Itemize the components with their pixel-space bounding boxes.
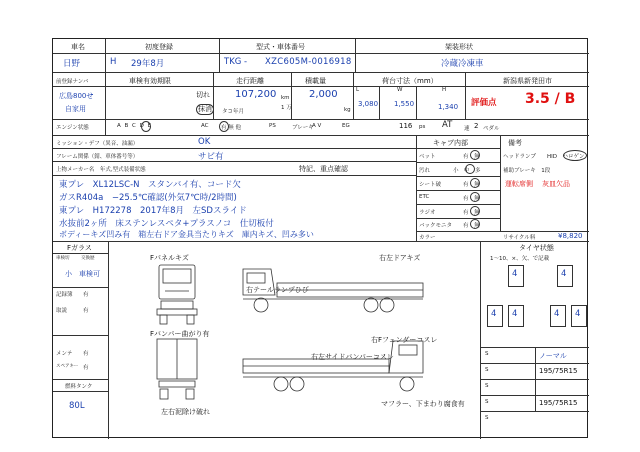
grid-line <box>53 391 108 392</box>
maintenance-label: メンテ <box>56 351 73 357</box>
cab-row-label: ETC <box>419 194 430 200</box>
score-label: 評価点 <box>471 98 497 108</box>
model-label: 型式・車体番号 <box>256 43 305 51</box>
grid-line <box>416 218 500 219</box>
remark-line: 運転席側 <box>505 180 533 188</box>
load-label: 積載量 <box>305 77 326 85</box>
ac-circle <box>219 121 229 132</box>
grid-line <box>355 39 356 72</box>
mileage-unit: km <box>281 95 290 101</box>
fuel-label: 燃料タンク <box>65 384 93 390</box>
mileage-note: タコ年月 <box>222 109 245 115</box>
tire-value: 4 <box>554 309 560 319</box>
grid-line <box>465 72 466 119</box>
tire-type: ノーマル <box>539 352 567 360</box>
damage-rear-lamp: 右テールランプひび <box>246 286 309 294</box>
body-value: 冷蔵冷凍車 <box>441 59 484 69</box>
load-unit: kg <box>344 107 351 113</box>
engine-label: エンジン状態 <box>56 125 89 131</box>
damage-muffler: マフラー、下まわり腐食有 <box>381 400 465 408</box>
brake-value: A V <box>312 123 322 129</box>
cab-row-label: 汚れ <box>419 168 431 174</box>
cab-row-label: シート破 <box>419 182 442 188</box>
damage-side-bumper: 右左サイドバンパーコスレ <box>311 353 394 361</box>
glass-sub2: 交換歴 <box>81 256 95 261</box>
score-value: 3.5 / B <box>525 91 576 107</box>
cab-mark-circle <box>470 178 480 188</box>
model-prefix: TKG - <box>224 57 248 67</box>
grid-line <box>53 379 108 380</box>
grid-line <box>53 335 108 336</box>
mileage-label: 走行距離 <box>236 77 264 85</box>
tire-s-label: S <box>485 367 489 373</box>
grid-line <box>353 72 354 119</box>
grid-line <box>105 39 106 135</box>
grid-line <box>53 135 589 136</box>
grid-line <box>53 287 108 288</box>
damage-right-door: 右左ドアキズ <box>379 254 421 262</box>
tire-value: 4 <box>561 269 567 279</box>
glass-value: 小 車検可 <box>65 270 100 278</box>
damage-right-fender: 右Fフェンダーコスレ <box>371 336 438 344</box>
cab-row-marks: 有 無 <box>463 196 480 202</box>
grid-line <box>53 53 589 54</box>
record-label: 記録簿 <box>56 292 73 298</box>
cab-mark-circle <box>470 192 480 202</box>
grid-line <box>500 135 501 231</box>
cab-row-marks: 小 中 多 <box>453 168 481 174</box>
cab-row-label: ベット <box>419 154 436 160</box>
spare-key-value: 有 <box>83 365 89 371</box>
tire-title: タイヤ状態 <box>519 244 554 252</box>
tire-value: 4 <box>491 309 497 319</box>
grid-line <box>53 241 589 242</box>
era-value: H <box>110 57 117 67</box>
glass-sub1: 車検切 <box>56 256 70 261</box>
grid-line <box>53 253 108 254</box>
grid-line <box>108 241 109 439</box>
tire-size: 195/75R15 <box>539 367 578 375</box>
special-label: 特記、重点確認 <box>299 165 348 173</box>
body-label: 架装形状 <box>445 43 473 51</box>
first-registration-value: 29年8月 <box>131 59 165 69</box>
damage-front-bumper: Fバンパー曲がり有 <box>150 330 210 338</box>
cab-mark-circle <box>470 150 480 160</box>
tire-value: 4 <box>512 309 518 319</box>
speed-value: 2 <box>474 122 479 130</box>
remarks-title: 備考 <box>508 139 522 147</box>
mission-label: ミッション・デフ（異音、油漏） <box>56 141 139 147</box>
pedal-label: ペダル <box>483 126 500 132</box>
maintenance-value: 有 <box>83 351 89 357</box>
record-value: 有 <box>83 292 89 298</box>
maker-label: 車名 <box>71 43 85 51</box>
mission-value: OK <box>198 137 211 147</box>
cab-row-label: カラー <box>419 235 436 241</box>
grid-line <box>53 161 416 162</box>
use-value: 自家用 <box>65 105 86 113</box>
cab-title: キャブ内部 <box>433 139 468 147</box>
remark-line: 灰皿欠品 <box>542 180 570 188</box>
upper-label: 上物メーカー名 年式,型式装備状態 <box>56 167 146 173</box>
manual-label: 取説 <box>56 308 68 314</box>
inspection-sheet <box>52 38 588 438</box>
manual-value: 有 <box>83 308 89 314</box>
note-line: 東プレ H172278 2017年8月 左SDスライド <box>59 206 247 216</box>
halogen-circle <box>563 150 587 161</box>
frame-label: フレーム関係（錆、車体番号等） <box>56 154 139 160</box>
cargo-h-value: 1,340 <box>438 103 459 111</box>
venue: 新潟県新発田市 <box>503 77 552 85</box>
cab-row-marks: 有 無 <box>463 182 480 188</box>
cargo-l-label: L <box>356 87 360 93</box>
inspection-state: 切れ <box>196 91 210 99</box>
engine-grade-circle <box>141 121 151 132</box>
recycle-value: ¥8,820 <box>558 232 583 240</box>
cab-mark-circle <box>470 206 480 216</box>
frame-value: サビ有 <box>198 152 224 162</box>
ac-label: AC <box>201 123 209 129</box>
grid-line <box>416 148 500 149</box>
engine-grades: A B C D E <box>117 123 153 129</box>
tire-value: 4 <box>512 269 518 279</box>
ps-label: PS <box>269 123 276 129</box>
cab-row-label: ラジオ <box>419 210 436 216</box>
eg-label: EG <box>342 123 350 129</box>
transmission-value: AT <box>442 120 453 130</box>
fuel-value: 80L <box>69 401 85 411</box>
grid-line <box>416 162 500 163</box>
damage-front-panel: Fパネルキズ <box>150 254 189 262</box>
mileage-extra: 1 万 <box>281 105 292 111</box>
plate-label: 前登録ナンバ <box>56 79 89 85</box>
mileage-status: 抹消 <box>198 105 212 113</box>
first-registration-label: 初度登録 <box>145 43 173 51</box>
grid-line <box>379 86 380 119</box>
speed-unit: 速 <box>464 126 470 132</box>
tire-s-label: S <box>485 383 489 389</box>
cab-mark-circle <box>465 164 475 174</box>
grid-line <box>219 39 220 72</box>
cab-row-label: バックモニタ <box>419 223 453 229</box>
grid-line <box>416 190 500 191</box>
remarks-options: ヘッドランプ HID ハロゲン <box>503 154 585 160</box>
truck-front-view-icon <box>155 263 199 325</box>
damage-mudguard: 左右泥除け破れ <box>161 408 210 416</box>
grid-line <box>480 411 589 412</box>
grid-line <box>53 148 416 149</box>
tire-size: 195/75R15 <box>539 399 578 407</box>
note-line: ボディーキズ凹み有 箱左右ドア金具当たりキズ 庫内キズ、凹み多い <box>59 230 314 239</box>
cab-row-marks: 有 無 <box>463 223 480 229</box>
note-line: ガスR404a −25.5℃確認(外気7℃時/2時間) <box>59 193 237 203</box>
recycle-label: リサイクル料 <box>503 235 536 241</box>
tire-s-label: S <box>485 351 489 357</box>
remarks-brake: 補助ブレーキ 1段 <box>503 168 551 174</box>
maker-value: 日野 <box>63 59 81 69</box>
cab-mark-circle <box>470 219 480 229</box>
truck-side-view-icon <box>241 259 426 315</box>
cab-row-marks: 有 無 <box>463 154 480 160</box>
glass-title: Fガラス <box>67 244 92 252</box>
grid-line <box>53 119 589 120</box>
plate-value: 広島800せ <box>59 92 94 100</box>
spare-key-label: スペアキー <box>56 364 79 369</box>
grid-line <box>416 86 417 119</box>
tire-s-label: S <box>485 415 489 421</box>
cab-row-marks: 有 無 <box>463 210 480 216</box>
grid-line <box>53 86 589 87</box>
brake-label: ブレーキ <box>292 125 314 131</box>
ac-marks: 有 無 他 <box>221 125 241 131</box>
eg-unit: ps <box>419 124 426 130</box>
tire-scale: 1〜10、×、欠、で記載 <box>490 256 550 262</box>
grid-line <box>53 72 589 73</box>
note-line: 水抜前2ヶ所 床ステンレスペタ+プラスノコ 仕切板付 <box>59 219 274 229</box>
mileage-value: 107,200 <box>235 89 277 100</box>
grid-line <box>535 347 536 411</box>
model-number: XZC605M-0016918 <box>265 57 352 67</box>
tire-value: 4 <box>575 309 581 319</box>
grid-line <box>416 176 500 177</box>
cargo-w-label: W <box>397 87 403 93</box>
grid-line <box>416 204 500 205</box>
grid-line <box>416 135 417 241</box>
truck-left-side-view-icon <box>241 329 426 395</box>
inspection-label: 車検有効期限 <box>129 77 171 85</box>
cargo-w-value: 1,550 <box>394 100 415 108</box>
note-line: 東プレ XL12LSC-N スタンバイ有、コード欠 <box>59 180 241 190</box>
grid-line <box>480 241 481 439</box>
tire-s-label: S <box>485 399 489 405</box>
eg-value: 116 <box>399 122 413 130</box>
truck-rear-view-icon <box>155 337 199 403</box>
cargo-label: 荷台寸法（mm） <box>382 77 438 85</box>
cargo-l-value: 3,080 <box>358 100 379 108</box>
load-value: 2,000 <box>309 89 338 100</box>
grid-line <box>53 175 416 176</box>
grid-line <box>291 72 292 119</box>
cargo-h-label: H <box>442 87 447 93</box>
